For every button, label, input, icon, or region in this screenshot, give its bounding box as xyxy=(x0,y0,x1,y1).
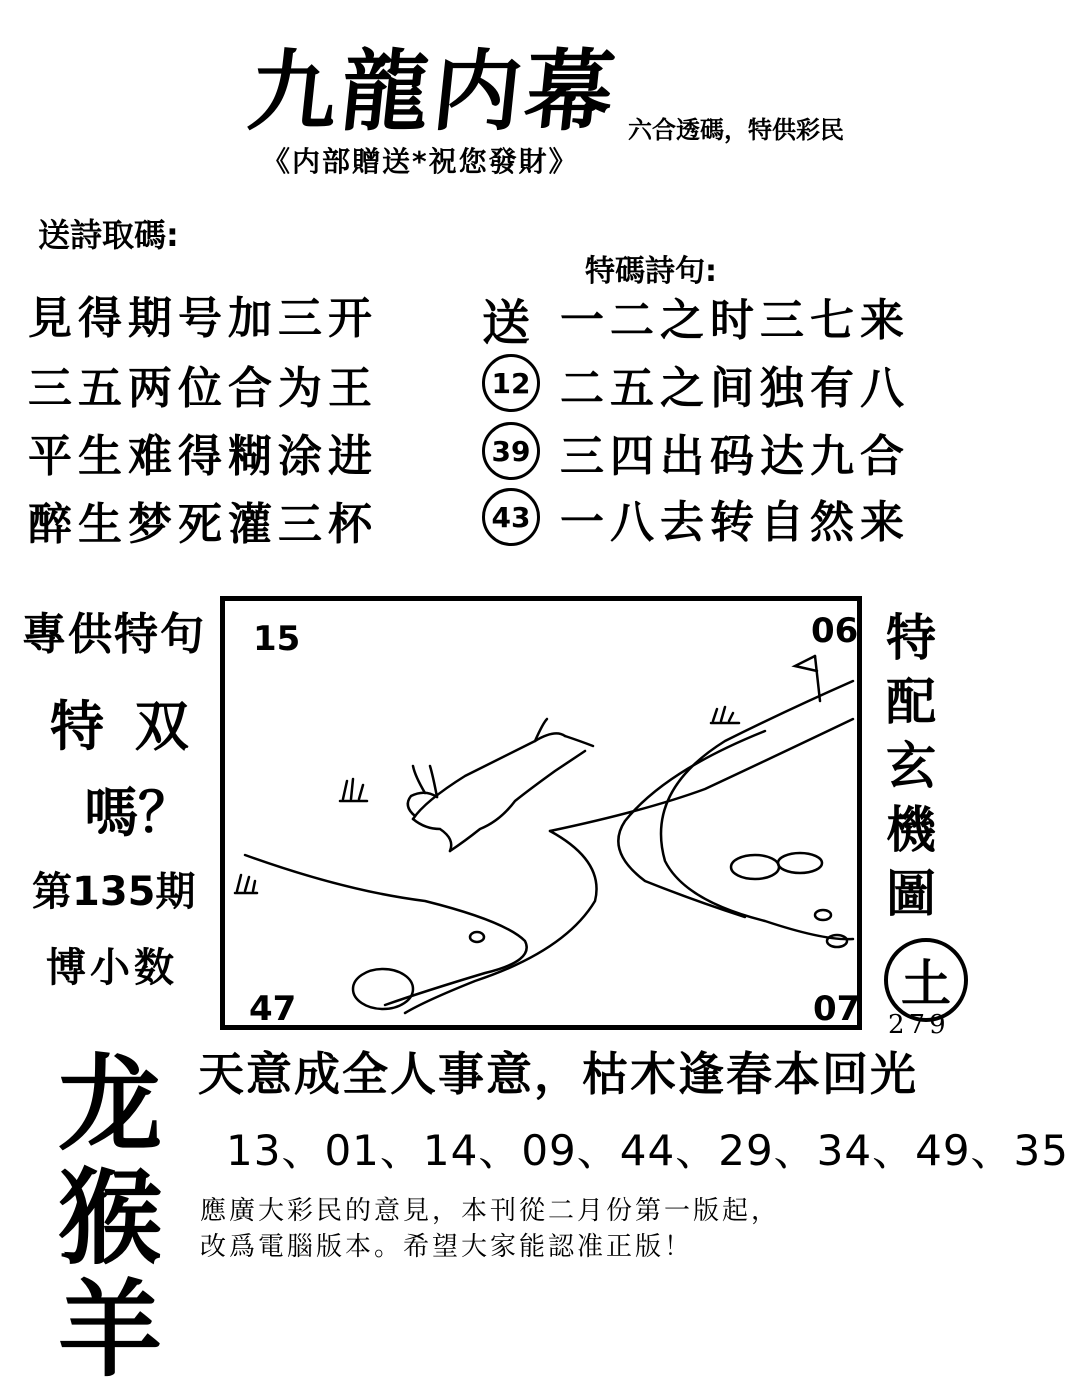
corner-number: 06 xyxy=(811,611,859,651)
hint-phrase: 天意成全人事意，枯木逢春本回光 xyxy=(198,1047,918,1101)
zodiac-character: 龙 xyxy=(58,1043,163,1165)
hint-picture xyxy=(220,596,862,1030)
poem-line: 三五两位合为王 xyxy=(28,363,378,414)
number-circle: 43 xyxy=(482,488,540,546)
tagline: 六合透碼，特供彩民 xyxy=(628,116,844,144)
poem-line: 平生难得糊涂进 xyxy=(28,431,378,482)
subtitle: 《内部贈送*祝您發財》 xyxy=(262,145,579,178)
zodiac-character: 羊 xyxy=(58,1269,163,1391)
special-question: 嗎？ xyxy=(84,781,192,844)
zodiac-character: 猴 xyxy=(58,1157,163,1279)
corner-number: 07 xyxy=(813,989,861,1029)
number-list: 13、01、14、09、44、29、34、49、35 xyxy=(226,1126,1069,1175)
number-circle: 39 xyxy=(482,422,540,480)
verse-line: 三四出码达九合 xyxy=(560,431,910,482)
verse-line: 一八去转自然来 xyxy=(560,497,910,548)
poem-label: 送詩取碼: xyxy=(38,216,179,254)
poem-line: 見得期号加三开 xyxy=(28,293,378,344)
element-badge: 土 xyxy=(884,938,968,1022)
verse-label: 特碼詩句: xyxy=(585,254,717,289)
page-title: 九龍内幕 xyxy=(243,40,623,143)
rabbit-landscape-illustration xyxy=(225,601,857,1025)
number-circle: 12 xyxy=(482,354,540,412)
vertical-title: 特配玄機圖 xyxy=(886,609,936,923)
corner-number: 47 xyxy=(249,989,297,1029)
notice-line: 改爲電腦版本。希望大家能認准正版！ xyxy=(200,1232,694,1262)
corner-number: 15 xyxy=(253,619,301,659)
small-number-hint: 博小数 xyxy=(46,945,178,991)
verse-line: 二五之间独有八 xyxy=(560,363,910,414)
special-heading: 專供特句 xyxy=(22,609,206,660)
code-number: 279 xyxy=(888,1010,950,1040)
issue-number: 第135期 xyxy=(32,869,196,915)
verse-prefix: 送 xyxy=(482,295,537,351)
verse-line: 一二之时三七来 xyxy=(560,295,910,346)
special-hint: 特 双 xyxy=(50,695,195,758)
notice-line: 應廣大彩民的意見，本刊從二月份第一版起， xyxy=(200,1196,781,1226)
poem-line: 醉生梦死灌三杯 xyxy=(28,499,378,550)
